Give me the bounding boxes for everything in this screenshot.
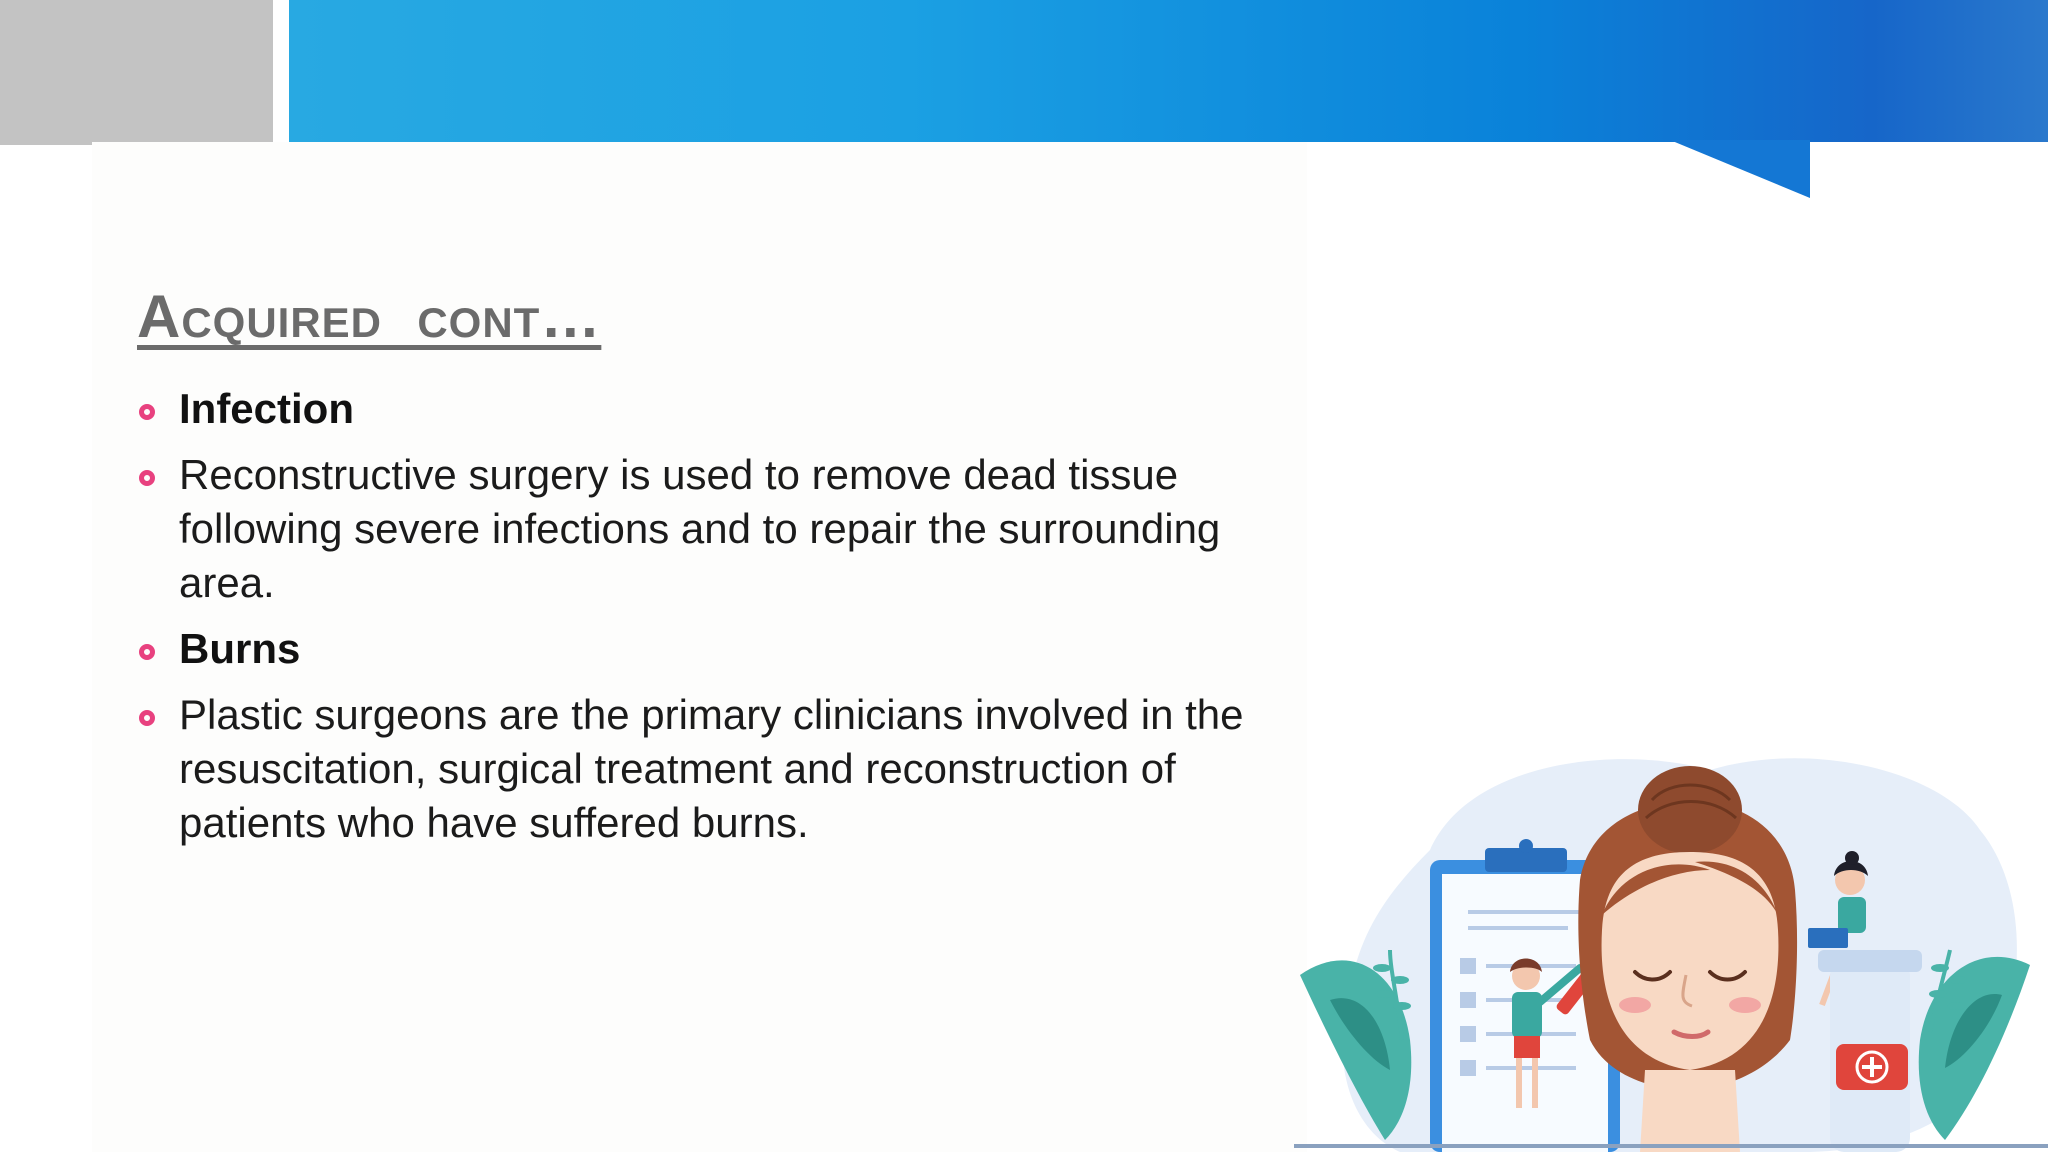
hollow-circle-icon — [139, 710, 155, 726]
hollow-circle-icon — [139, 644, 155, 660]
slide-title: Acquired cont… — [137, 283, 602, 350]
item-burns-description: Plastic surgeons are the primary clinicians involved in the resuscitation, surgical treatment and reconstruction of patients who have suffered burns. — [179, 691, 1244, 846]
item-infection-description: Reconstructive surgery is used to remove dead tissue following severe infections and to repair the surrounding area. — [179, 451, 1221, 606]
list-item — [137, 448, 1277, 610]
header-gray-block — [0, 0, 273, 145]
hollow-circle-icon — [139, 404, 155, 420]
header-blue-band — [289, 0, 2048, 142]
bullet-list — [137, 382, 1277, 862]
item-burns: Burns — [179, 625, 301, 672]
hollow-circle-icon — [139, 470, 155, 486]
band-tab-shape — [1670, 140, 1810, 200]
list-item — [137, 622, 1277, 676]
item-infection: Infection — [179, 385, 354, 432]
cosmetic-surgery-illustration — [1290, 740, 2048, 1152]
list-item — [137, 688, 1277, 850]
list-item — [137, 382, 1277, 436]
